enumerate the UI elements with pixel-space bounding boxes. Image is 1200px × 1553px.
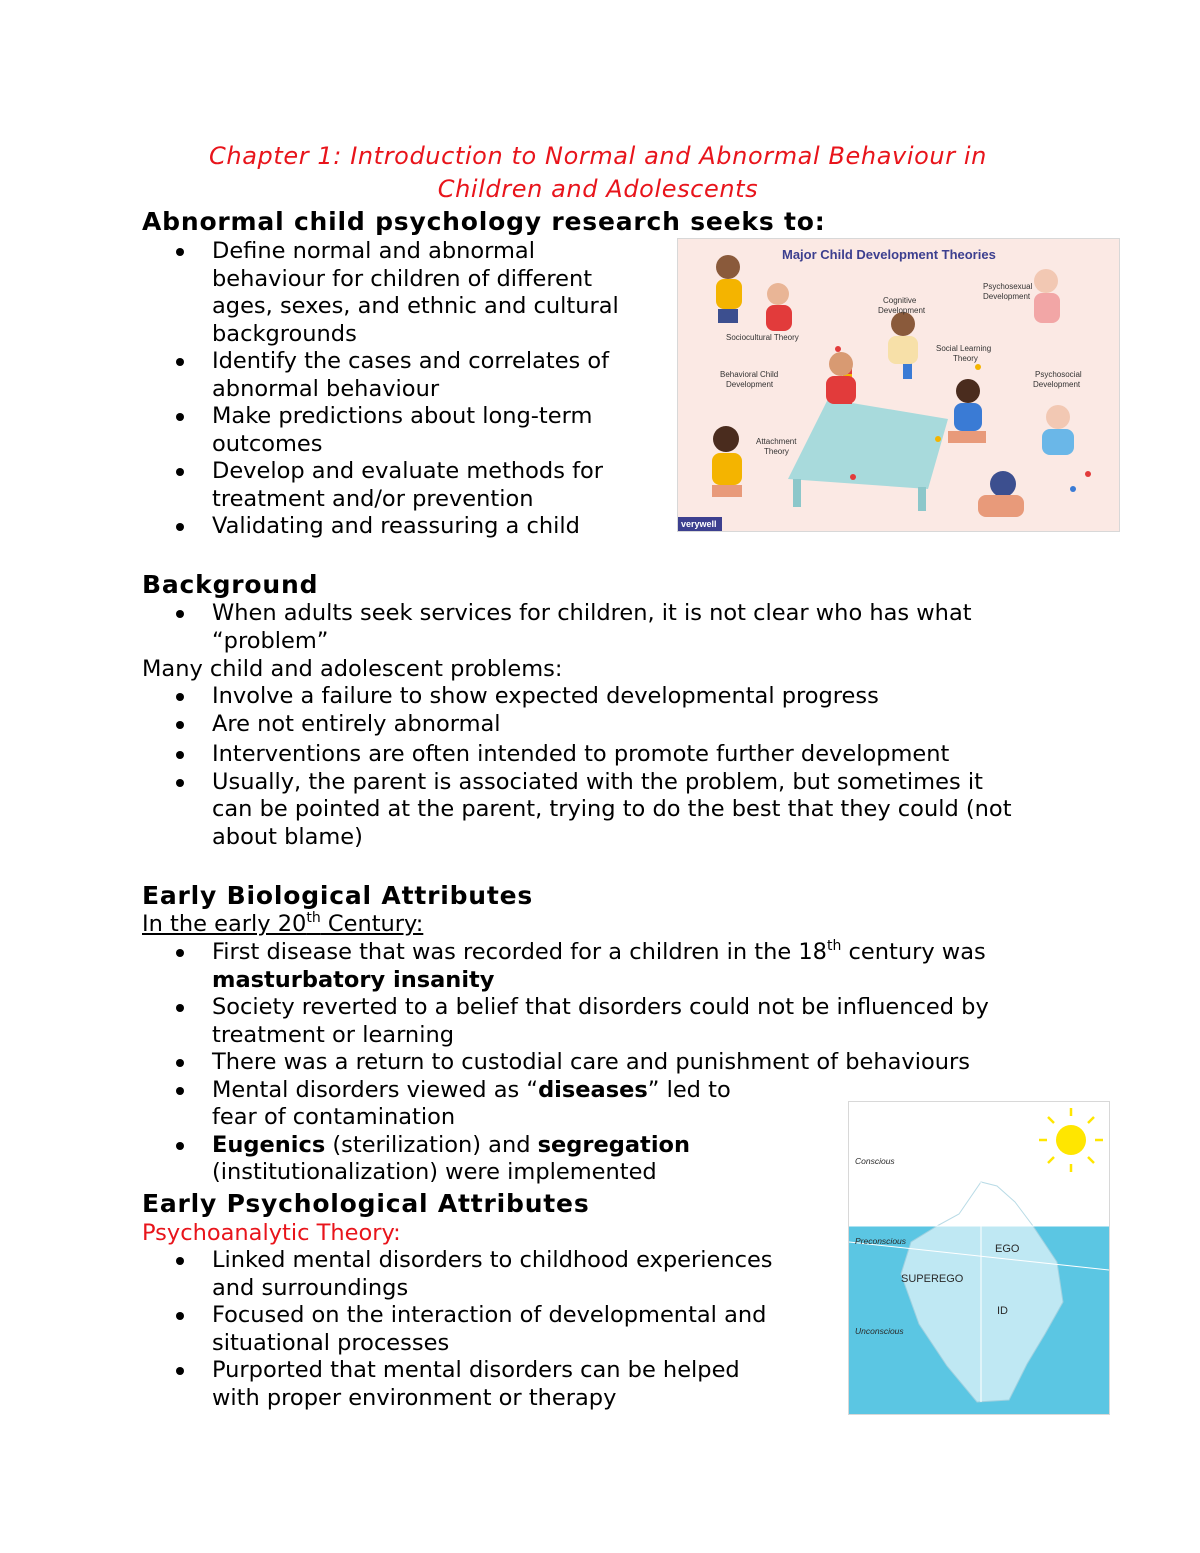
psychological-list bbox=[142, 1247, 822, 1412]
theories-illustration bbox=[678, 239, 1119, 531]
iceberg-figure bbox=[848, 1101, 1110, 1415]
background-intro: Many child and adolescent problems: bbox=[142, 656, 563, 682]
list-item: There was a return to custodial care and punishment of behaviours bbox=[142, 1049, 1102, 1077]
list-item: Focused on the interaction of developmental and situational processes bbox=[142, 1302, 822, 1357]
svg-text:Development: Development bbox=[983, 292, 1031, 301]
svg-text:Sociocultural Theory: Sociocultural Theory bbox=[726, 333, 799, 342]
list-item: Are not entirely abnormal bbox=[142, 711, 1102, 739]
svg-text:Major Child Development Theori: Major Child Development Theories bbox=[782, 247, 996, 262]
list-item: Define normal and abnormal behaviour for children of different ages, sexes, and ethnic and cultural backgrounds bbox=[142, 238, 702, 348]
svg-text:Social Learning: Social Learning bbox=[936, 344, 992, 353]
chapter-title: Chapter 1: Introduction to Normal and Abnormal Behaviour in Children and Adolescents bbox=[209, 142, 987, 203]
list-item: Usually, the parent is associated with the problem, but sometimes it can be pointed at the parent, trying to do the best that they could (not about blame) bbox=[142, 769, 1102, 852]
psychological-heading: Early Psychological Attributes bbox=[142, 1189, 590, 1218]
svg-text:Psychosexual: Psychosexual bbox=[983, 282, 1033, 291]
research-list bbox=[142, 238, 702, 541]
list-item: Make predictions about long-term outcomes bbox=[142, 403, 702, 458]
svg-text:Preconscious: Preconscious bbox=[855, 1236, 907, 1246]
svg-text:Unconscious: Unconscious bbox=[855, 1326, 904, 1336]
svg-text:Behavioral Child: Behavioral Child bbox=[720, 370, 779, 379]
svg-text:ID: ID bbox=[997, 1305, 1008, 1317]
list-item: Identify the cases and correlates of abnormal behaviour bbox=[142, 348, 702, 403]
svg-text:Development: Development bbox=[878, 306, 926, 315]
background-list-1 bbox=[142, 600, 1102, 655]
svg-text:Conscious: Conscious bbox=[855, 1156, 895, 1166]
research-heading: Abnormal child psychology research seeks to: bbox=[142, 207, 826, 236]
svg-text:Development: Development bbox=[726, 380, 774, 389]
list-item: Interventions are often intended to promote further development bbox=[142, 741, 1102, 769]
biological-subheading: In the early 20th Century: bbox=[142, 910, 424, 937]
svg-text:Theory: Theory bbox=[764, 447, 789, 456]
verywell-logo: verywell bbox=[681, 519, 717, 529]
svg-text:Attachment: Attachment bbox=[756, 437, 797, 446]
svg-text:EGO: EGO bbox=[995, 1243, 1020, 1255]
svg-text:Psychosocial: Psychosocial bbox=[1035, 370, 1082, 379]
list-item: First disease that was recorded for a children in the 18th century was masturbatory insanity bbox=[142, 939, 1102, 994]
svg-text:Development: Development bbox=[1033, 380, 1081, 389]
list-item: Develop and evaluate methods for treatment and/or prevention bbox=[142, 458, 702, 513]
list-item: Eugenics (sterilization) and segregation (institutionalization) were implemented bbox=[142, 1132, 1102, 1187]
list-item: When adults seek services for children, it is not clear who has what “problem” bbox=[142, 600, 1102, 655]
background-list-2 bbox=[142, 683, 1102, 851]
psychological-subheading: Psychoanalytic Theory: bbox=[142, 1220, 401, 1246]
list-item: Purported that mental disorders can be helped with proper environment or therapy bbox=[142, 1357, 822, 1412]
list-item: Involve a failure to show expected developmental progress bbox=[142, 683, 1102, 711]
svg-text:SUPEREGO: SUPEREGO bbox=[901, 1273, 964, 1285]
child-development-theories-figure bbox=[677, 238, 1120, 532]
iceberg-illustration bbox=[849, 1102, 1109, 1414]
list-item: Linked mental disorders to childhood experiences and surroundings bbox=[142, 1247, 822, 1302]
list-item: Society reverted to a belief that disorders could not be influenced by treatment or learning bbox=[142, 994, 1102, 1049]
list-item: Mental disorders viewed as “diseases” led to fear of contamination bbox=[142, 1077, 1102, 1132]
background-heading: Background bbox=[142, 570, 319, 599]
list-item: Validating and reassuring a child bbox=[142, 513, 702, 541]
svg-text:Theory: Theory bbox=[953, 354, 978, 363]
svg-text:Cognitive: Cognitive bbox=[883, 296, 917, 305]
biological-heading: Early Biological Attributes bbox=[142, 881, 534, 910]
